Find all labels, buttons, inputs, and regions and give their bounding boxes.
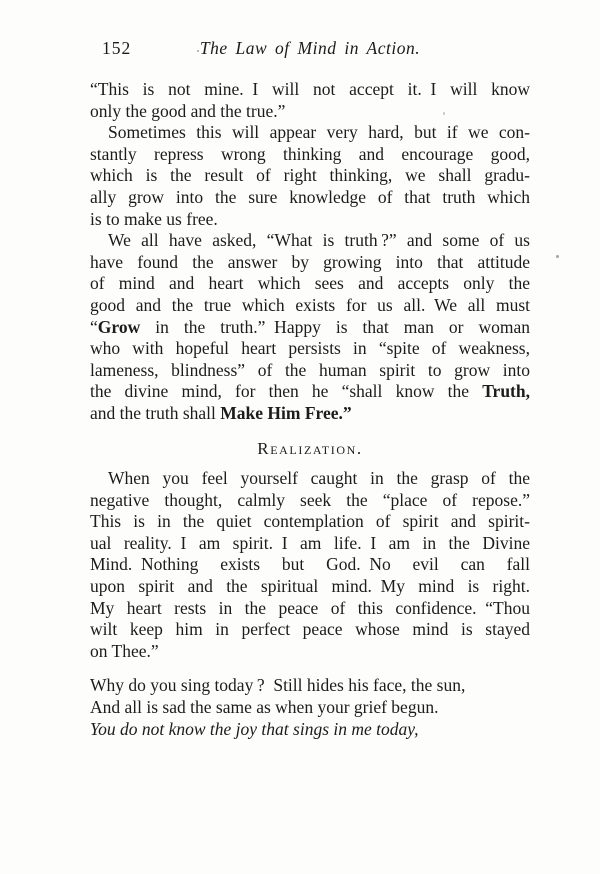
paragraph [90,230,530,424]
text-line: and the truth shall Make Him Free.” [90,402,352,423]
text-line: When you feel yourself caught in the grasp of the [108,468,530,489]
paragraph [90,79,530,122]
text-line: wilt keep him in perfect peace whose mind is stayed [90,619,530,640]
scan-speck [197,50,199,52]
text-line: only the good and the true.” [90,100,286,121]
text-line: Mind. Nothing exists but God. No evil can fall [90,554,530,575]
text-line: upon spirit and the spiritual mind. My mind is right. [90,576,530,597]
text-line: My heart rests in the peace of this confidence. “Thou [90,597,530,618]
text-line: have found the answer by growing into that attitude [90,251,530,272]
page-number: 152 [102,38,132,58]
text-line: good and the true which exists for us all. We all must [90,294,530,315]
poem-line: Why do you sing today ? Still hides his face, the sun, [90,675,466,696]
text-line: which is the result of right thinking, we shall gradu- [90,165,530,186]
poem-line: And all is sad the same as when your grief begun. [90,697,439,718]
text-line: stantly repress wrong thinking and encourage good, [90,143,530,164]
text-line: ally grow into the sure knowledge of that truth which [90,186,530,207]
scan-speck [556,255,559,258]
text-line: “This is not mine. I will not accept it. I will know [90,79,530,99]
text-line: ual reality. I am spirit. I am life. I am in the Divine [90,532,530,553]
text-line: who with hopeful heart persists in “spite of weakness, [90,338,530,359]
running-title: The Law of Mind in Action. [199,38,421,58]
text-line: is to make us free. [90,208,218,229]
text-line: This is in the quiet contemplation of spirit and spirit- [90,511,530,532]
text-line: We all have asked, “What is truth ?” and some of us [108,230,530,251]
page-header [90,38,530,60]
text-line: on Thee.” [90,640,159,661]
text-line: “Grow in the truth.” Happy is that man or woman [90,316,530,337]
poem [90,675,530,740]
text-line: negative thought, calmly seek the “place of repose.” [90,489,530,510]
text-line: of mind and heart which sees and accepts only the [90,273,530,294]
section-heading: Realization. [257,438,363,458]
scan-speck [443,112,445,115]
poem-line: You do not know the joy that sings in me today, [90,718,419,739]
page-body [90,79,530,740]
paragraph [90,468,530,662]
text-line: lameness, blindness” of the human spirit to grow into [90,359,530,380]
text-line: Sometimes this will appear very hard, but if we con- [108,122,530,143]
text-line: the divine mind, for then he “shall know the Truth, [90,381,530,402]
paragraph [90,122,530,230]
